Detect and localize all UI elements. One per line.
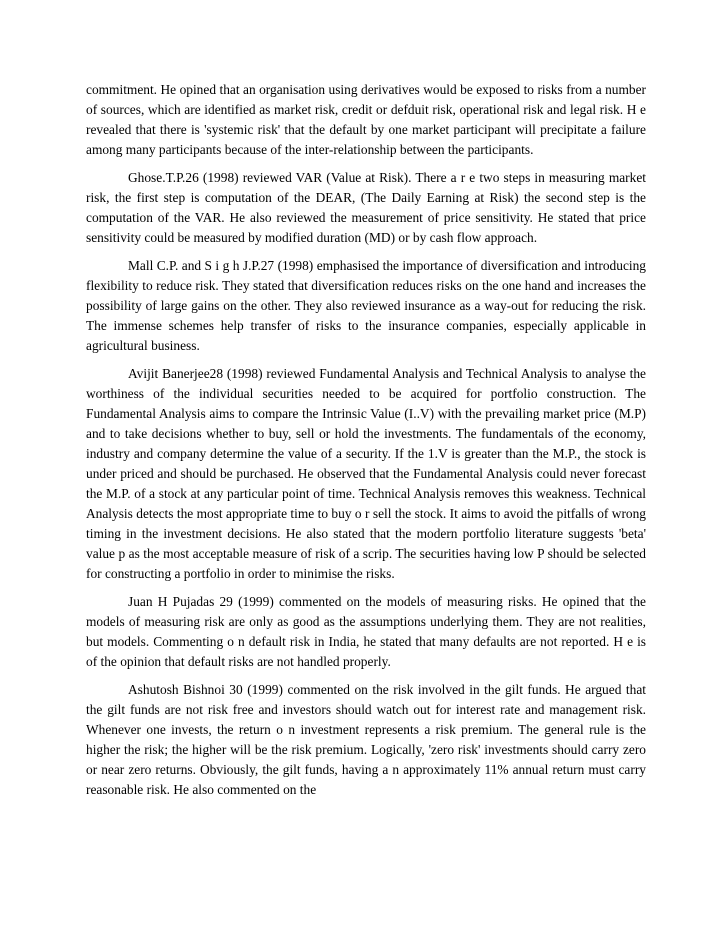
document-body (86, 80, 646, 808)
paragraph-ghose: Ghose.T.P.26 (1998) reviewed VAR (Value at Risk). There a r e two steps in measuring market risk, the first step is computation of the DEAR, (The Daily Earning at Risk) the second step is the computation of the VAR. He also reviewed the measurement of price sensitivity. He stated that price sensitivity could be measured by modified duration (MD) or by cash flow approach. (86, 170, 646, 245)
paragraph-pujadas: Juan H Pujadas 29 (1999) commented on the models of measuring risks. He opined that the models of measuring risk are only as good as the assumptions underlying them. They are not realities, but models. Commenting o n default risk in India, he stated that many defaults are not reported. H e is of the opinion that default risks are not handled properly. (86, 594, 646, 669)
paragraph-mall-singh: Mall C.P. and S i g h J.P.27 (1998) emphasised the importance of diversification and introducing flexibility to reduce risk. They stated that diversification reduces risks on the one hand and increases the possibility of large gains on the other. They also reviewed insurance as a way-out for reducing the risk. The immense schemes help transfer of risks to the insurance companies, especially applicable in agricultural business. (86, 258, 646, 353)
paragraph-banerjee: Avijit Banerjee28 (1998) reviewed Fundamental Analysis and Technical Analysis to analyse the worthiness of the individual securities needed to be acquired for portfolio construction. The Fundamental Analysis aims to compare the Intrinsic Value (I..V) with the prevailing market price (M.P) and to take decisions whether to buy, sell or hold the investments. The fundamentals of the economy, industry and company determine the value of a security. If the 1.V is greater than the M.P., the stock is under priced and should be purchased. He observed that the Fundamental Analysis could never forecast the M.P. of a stock at any particular point of time. Technical Analysis removes this weakness. Technical Analysis detects the most appropriate time to buy o r sell the stock. It aims to avoid the pitfalls of wrong timing in the investment decisions. He also stated that the modern portfolio literature suggests 'beta' value p as the most acceptable measure of risk of a scrip. The securities having low P should be selected for constructing a portfolio in order to minimise the risks. (86, 366, 646, 581)
paragraph-bishnoi: Ashutosh Bishnoi 30 (1999) commented on the risk involved in the gilt funds. He argued that the gilt funds are not risk free and investors should watch out for interest rate and management risk. Whenever one invests, the return o n investment represents a risk premium. The general rule is the higher the risk; the higher will be the risk premium. Logically, 'zero risk' investments should carry zero or near zero returns. Obviously, the gilt funds, having a n approximately 11% annual return must carry reasonable risk. He also commented on the (86, 682, 646, 797)
paragraph-continuation: commitment. He opined that an organisation using derivatives would be exposed to risks from a number of sources, which are identified as market risk, credit or defduit risk, operational risk and legal risk. H e revealed that there is 'systemic risk' that the default by one market participant will precipitate a failure among many participants because of the inter-relationship between the participants. (86, 82, 646, 157)
